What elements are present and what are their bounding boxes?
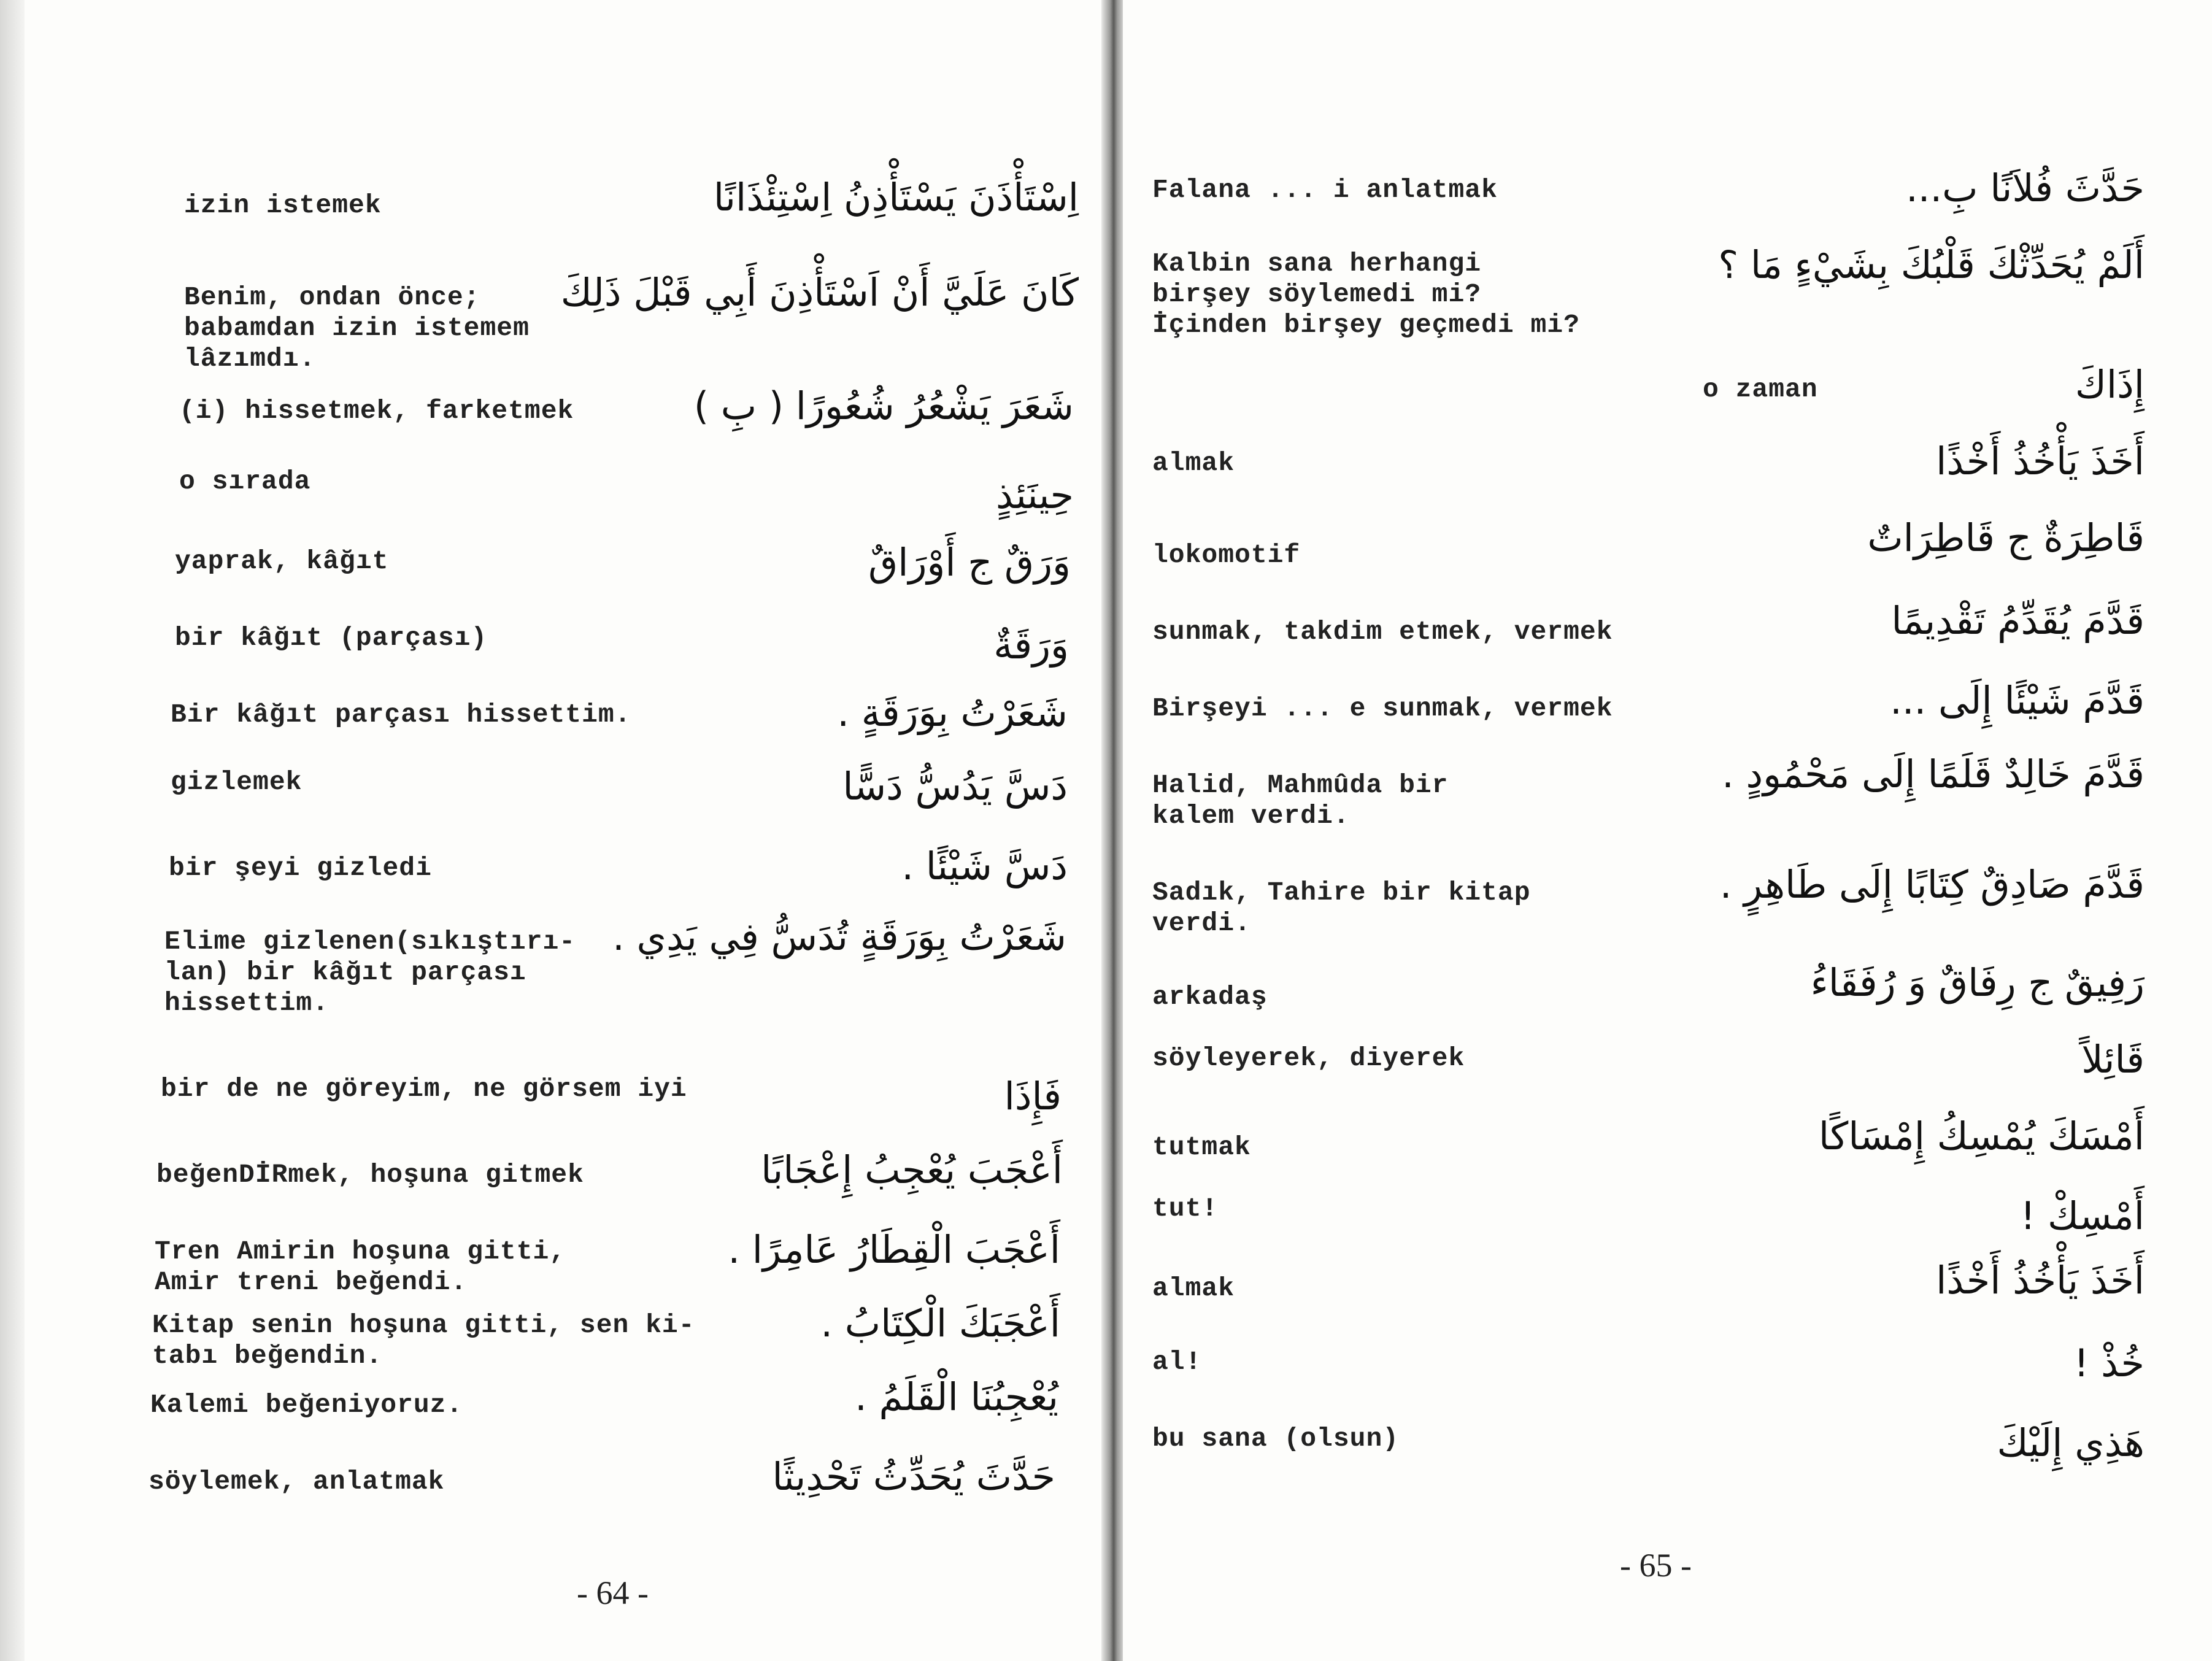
turkish-text: almak (1152, 1273, 1235, 1303)
book-spine (1101, 0, 1126, 1661)
arabic-text: هَذِي إِلَيْكَ (1997, 1420, 2145, 1465)
arabic-text: يُعْجِبُنَا الْقَلَمُ . (855, 1374, 1058, 1419)
turkish-text: sunmak, takdim etmek, vermek (1152, 617, 1613, 647)
turkish-text: söylemek, anlatmak (148, 1466, 445, 1497)
turkish-text: Tren Amirin hoşuna gitti, Amir treni beğendi. (155, 1236, 566, 1297)
arabic-text: شَعَرْتُ بِوَرَقَةٍ تُدَسُّ فِي يَدِي . (612, 914, 1066, 959)
turkish-text: beğenDİRmek, hoşuna gitmek (156, 1160, 584, 1190)
arabic-text: قَدَّمَ خَالِدٌ قَلَمًا إِلَى مَحْمُودٍ . (1722, 752, 2145, 796)
turkish-text: (i) hissetmek, farketmek (179, 396, 574, 426)
turkish-text: Benim, ondan önce; babamdan izin istemem lâzımdı. (184, 282, 530, 374)
arabic-text: وَرَقٌ ج أَوْرَاقٌ (868, 540, 1071, 585)
turkish-text: arkadaş (1152, 982, 1268, 1012)
arabic-text: حَدَّثَ يُحَدِّثُ تَحْدِيثًا (772, 1454, 1055, 1499)
arabic-text: قَدَّمَ صَادِقٌ كِتَابًا إِلَى طَاهِرٍ . (1719, 862, 2145, 907)
turkish-text: Kitap senin hoşuna gitti, sen ki- tabı beğendin. (152, 1310, 695, 1371)
arabic-text: قَدَّمَ شَيْئًا إِلَى ... (1890, 678, 2145, 723)
arabic-text: قَاطِرَةٌ ج قَاطِرَاتٌ (1867, 515, 2145, 560)
arabic-text: اِسْتَأْذَنَ يَسْتَأْذِنُ اِسْتِئْذَانًا (713, 175, 1079, 220)
turkish-text: izin istemek (184, 190, 382, 220)
page-number: - 65 - (1620, 1547, 1692, 1584)
turkish-text: bu sana (olsun) (1152, 1424, 1400, 1454)
arabic-text: حَدَّثَ فُلاَنًا بِ... (1906, 166, 2145, 210)
turkish-text: söyleyerek, diyerek (1152, 1043, 1465, 1073)
arabic-text: وَرَقَةٌ (993, 623, 1069, 668)
left-page (0, 0, 1104, 1661)
arabic-text: فَإِذَا (1004, 1074, 1062, 1119)
arabic-text: خُذْ ! (2073, 1341, 2145, 1385)
arabic-text: أَمْسِكْ ! (2020, 1193, 2145, 1238)
right-page (1123, 0, 2212, 1661)
turkish-text: Birşeyi ... e sunmak, vermek (1152, 693, 1613, 723)
arabic-text: كَانَ عَلَيَّ أَنْ اَسْتَأْذِنَ أَبِي قَبْلَ ذَلِكَ (560, 270, 1079, 315)
turkish-text: o zaman (1703, 374, 1818, 404)
turkish-text: Elime gizlenen(sıkıştırı- lan) bir kâğıt parçası hissettim. (164, 927, 576, 1018)
arabic-text: أَلَمْ يُحَدِّثْكَ قَلْبُكَ بِشَيْءٍ مَا ؟ (1718, 242, 2145, 287)
turkish-text: o sırada (179, 466, 311, 496)
turkish-text: Bir kâğıt parçası hissettim. (171, 699, 631, 730)
turkish-text: tut! (1152, 1193, 1219, 1224)
turkish-text: bir kâğıt (parçası) (175, 623, 488, 653)
arabic-text: أَخَذَ يَأْخُذُ أَخْذًا (1936, 1258, 2145, 1303)
arabic-text: أَعْجَبَ يُعْجِبُ إِعْجَابًا (761, 1147, 1063, 1192)
arabic-text: شَعَرْتُ بِوَرَقَةٍ . (837, 690, 1068, 735)
turkish-text: lokomotif (1152, 540, 1301, 570)
turkish-text: bir de ne göreyim, ne görsem iyi (161, 1074, 687, 1104)
arabic-text: إِذَاكَ (2075, 362, 2145, 407)
page-number: - 64 - (577, 1574, 649, 1611)
arabic-text: أَعْجَبَكَ الْكِتَابُ . (820, 1301, 1060, 1346)
arabic-text: دَسَّ شَيْئًا . (901, 844, 1068, 888)
arabic-text: دَسَّ يَدُسُّ دَسًّا (842, 764, 1068, 809)
turkish-text: yaprak, kâğıt (175, 546, 389, 576)
arabic-text: أَعْجَبَ الْقِطَارُ عَامِرًا . (728, 1227, 1060, 1272)
arabic-text: قَائِلاً (2081, 1037, 2145, 1082)
turkish-text: Kalemi beğeniyoruz. (150, 1390, 463, 1420)
turkish-text: Kalbin sana herhangi birşey söylemedi mi? İçinden birşey geçmedi mi? (1152, 249, 1580, 340)
turkish-text: tutmak (1152, 1132, 1251, 1162)
arabic-text: حِينَئِذٍ (996, 472, 1074, 517)
turkish-text: almak (1152, 448, 1235, 478)
turkish-text: al! (1152, 1347, 1202, 1377)
turkish-text: bir şeyi gizledi (169, 853, 432, 883)
turkish-text: Halid, Mahmûda bir kalem verdi. (1152, 770, 1449, 831)
arabic-text: رَفِيقٌ ج رِفَاقٌ وَ رُفَقَاءُ (1810, 960, 2145, 1005)
page-edge (0, 0, 25, 1661)
arabic-text: أَخَذَ يَأْخُذُ أَخْذًا (1936, 439, 2145, 484)
turkish-text: gizlemek (171, 767, 303, 797)
turkish-text: Sadık, Tahire bir kitap verdi. (1152, 877, 1531, 938)
arabic-text: أَمْسَكَ يُمْسِكُ إِمْسَاكًا (1818, 1114, 2145, 1158)
arabic-text: قَدَّمَ يُقَدِّمُ تَقْدِيمًا (1891, 598, 2145, 643)
arabic-text: شَعَرَ يَشْعُرُ شُعُورًا ( بِ ) (693, 383, 1074, 428)
turkish-text: Falana ... i anlatmak (1152, 175, 1498, 205)
